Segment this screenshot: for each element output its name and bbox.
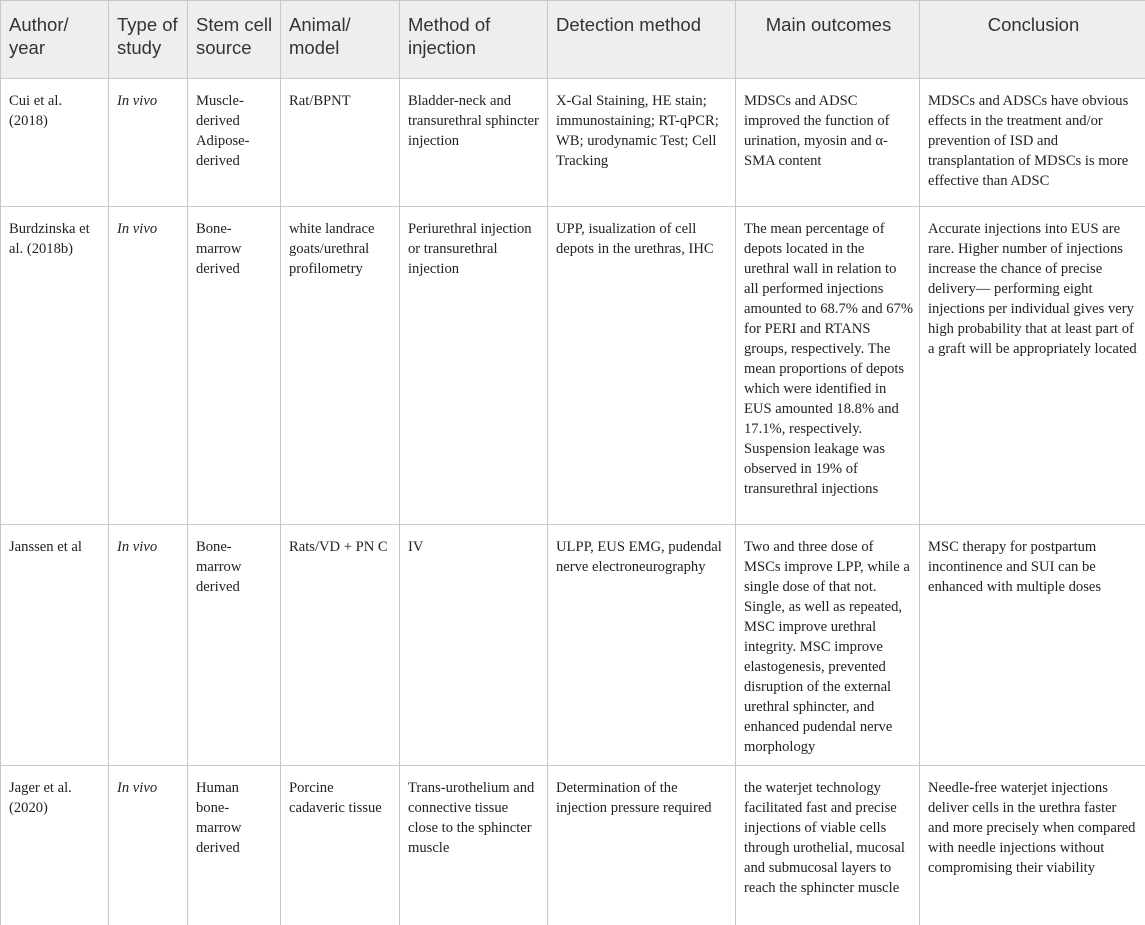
header-type-of-study: Type of study xyxy=(109,1,188,79)
table-row xyxy=(1,79,1145,207)
cell-method: Bladder-neck and transurethral sphincter injection xyxy=(400,79,548,207)
header-detection-method: Detection method xyxy=(548,1,736,79)
cell-source: Muscle-derived Adipose-derived xyxy=(188,79,281,207)
cell-outcomes: the waterjet technology facilitated fast and precise injections of viable cells through urothelial, mucosal and submucosal layers to reach the sphincter muscle xyxy=(736,766,920,925)
cell-conclusion: Needle-free waterjet injections deliver cells in the urethra faster and more precisely when compared with needle injections without compromising their viability xyxy=(920,766,1145,925)
header-stem-cell-source: Stem cell source xyxy=(188,1,281,79)
cell-type: In vivo xyxy=(109,207,188,525)
header-row xyxy=(1,1,1145,79)
cell-author: Burdzinska et al. (2018b) xyxy=(1,207,109,525)
cell-method: IV xyxy=(400,525,548,766)
table-row xyxy=(1,766,1145,925)
cell-source: Bone-marrow derived xyxy=(188,525,281,766)
header-author-year: Author/ year xyxy=(1,1,109,79)
cell-author: Janssen et al xyxy=(1,525,109,766)
table-row xyxy=(1,525,1145,766)
cell-conclusion: Accurate injections into EUS are rare. Higher number of injections increase the chance of precise delivery— performing eight injections per individual gives very high probability that at least part of a graft will be appropriately located xyxy=(920,207,1145,525)
cell-conclusion: MSC therapy for postpartum incontinence and SUI can be enhanced with multiple doses xyxy=(920,525,1145,766)
header-main-outcomes: Main outcomes xyxy=(736,1,920,79)
cell-method: Periurethral injection or transurethral injection xyxy=(400,207,548,525)
table-row xyxy=(1,207,1145,525)
cell-outcomes: Two and three dose of MSCs improve LPP, while a single dose of that not. Single, as well as repeated, MSC improve urethral integrity. MSC improve elastogenesis, prevented disruption of the external urethral sphincter, and enhanced pudendal nerve morphology xyxy=(736,525,920,766)
cell-author: Jager et al. (2020) xyxy=(1,766,109,925)
cell-outcomes: The mean percentage of depots located in the urethral wall in relation to all performed injections amounted to 68.7% and 67% for PERI and RTANS groups, respectively. The mean proportions of depots which were identified in EUS amounted 18.8% and 17.1%, respectively. Suspension leakage was observed in 19% of transurethral injections xyxy=(736,207,920,525)
cell-detection: Determination of the injection pressure required xyxy=(548,766,736,925)
cell-detection: X-Gal Staining, HE stain; immunostaining; RT-qPCR; WB; urodynamic Test; Cell Tracking xyxy=(548,79,736,207)
header-conclusion: Conclusion xyxy=(920,1,1145,79)
cell-conclusion: MDSCs and ADSCs have obvious effects in the treatment and/or prevention of ISD and transplantation of MDSCs is more effective than ADSC xyxy=(920,79,1145,207)
header-animal-model: Animal/ model xyxy=(281,1,400,79)
cell-detection: ULPP, EUS EMG, pudendal nerve electroneurography xyxy=(548,525,736,766)
cell-model: Rats/VD + PN C xyxy=(281,525,400,766)
cell-model: Porcine cadaveric tissue xyxy=(281,766,400,925)
cell-outcomes: MDSCs and ADSC improved the function of urination, myosin and α-SMA content xyxy=(736,79,920,207)
cell-detection: UPP, isualization of cell depots in the urethras, IHC xyxy=(548,207,736,525)
cell-model: white landrace goats/urethral profilometry xyxy=(281,207,400,525)
cell-author: Cui et al. (2018) xyxy=(1,79,109,207)
cell-type: In vivo xyxy=(109,766,188,925)
cell-source: Bone-marrow derived xyxy=(188,207,281,525)
cell-method: Trans-urothelium and connective tissue close to the sphincter muscle xyxy=(400,766,548,925)
cell-source: Human bone-marrow derived xyxy=(188,766,281,925)
header-method-of-injection: Method of injection xyxy=(400,1,548,79)
cell-type: In vivo xyxy=(109,525,188,766)
cell-model: Rat/BPNT xyxy=(281,79,400,207)
cell-type: In vivo xyxy=(109,79,188,207)
